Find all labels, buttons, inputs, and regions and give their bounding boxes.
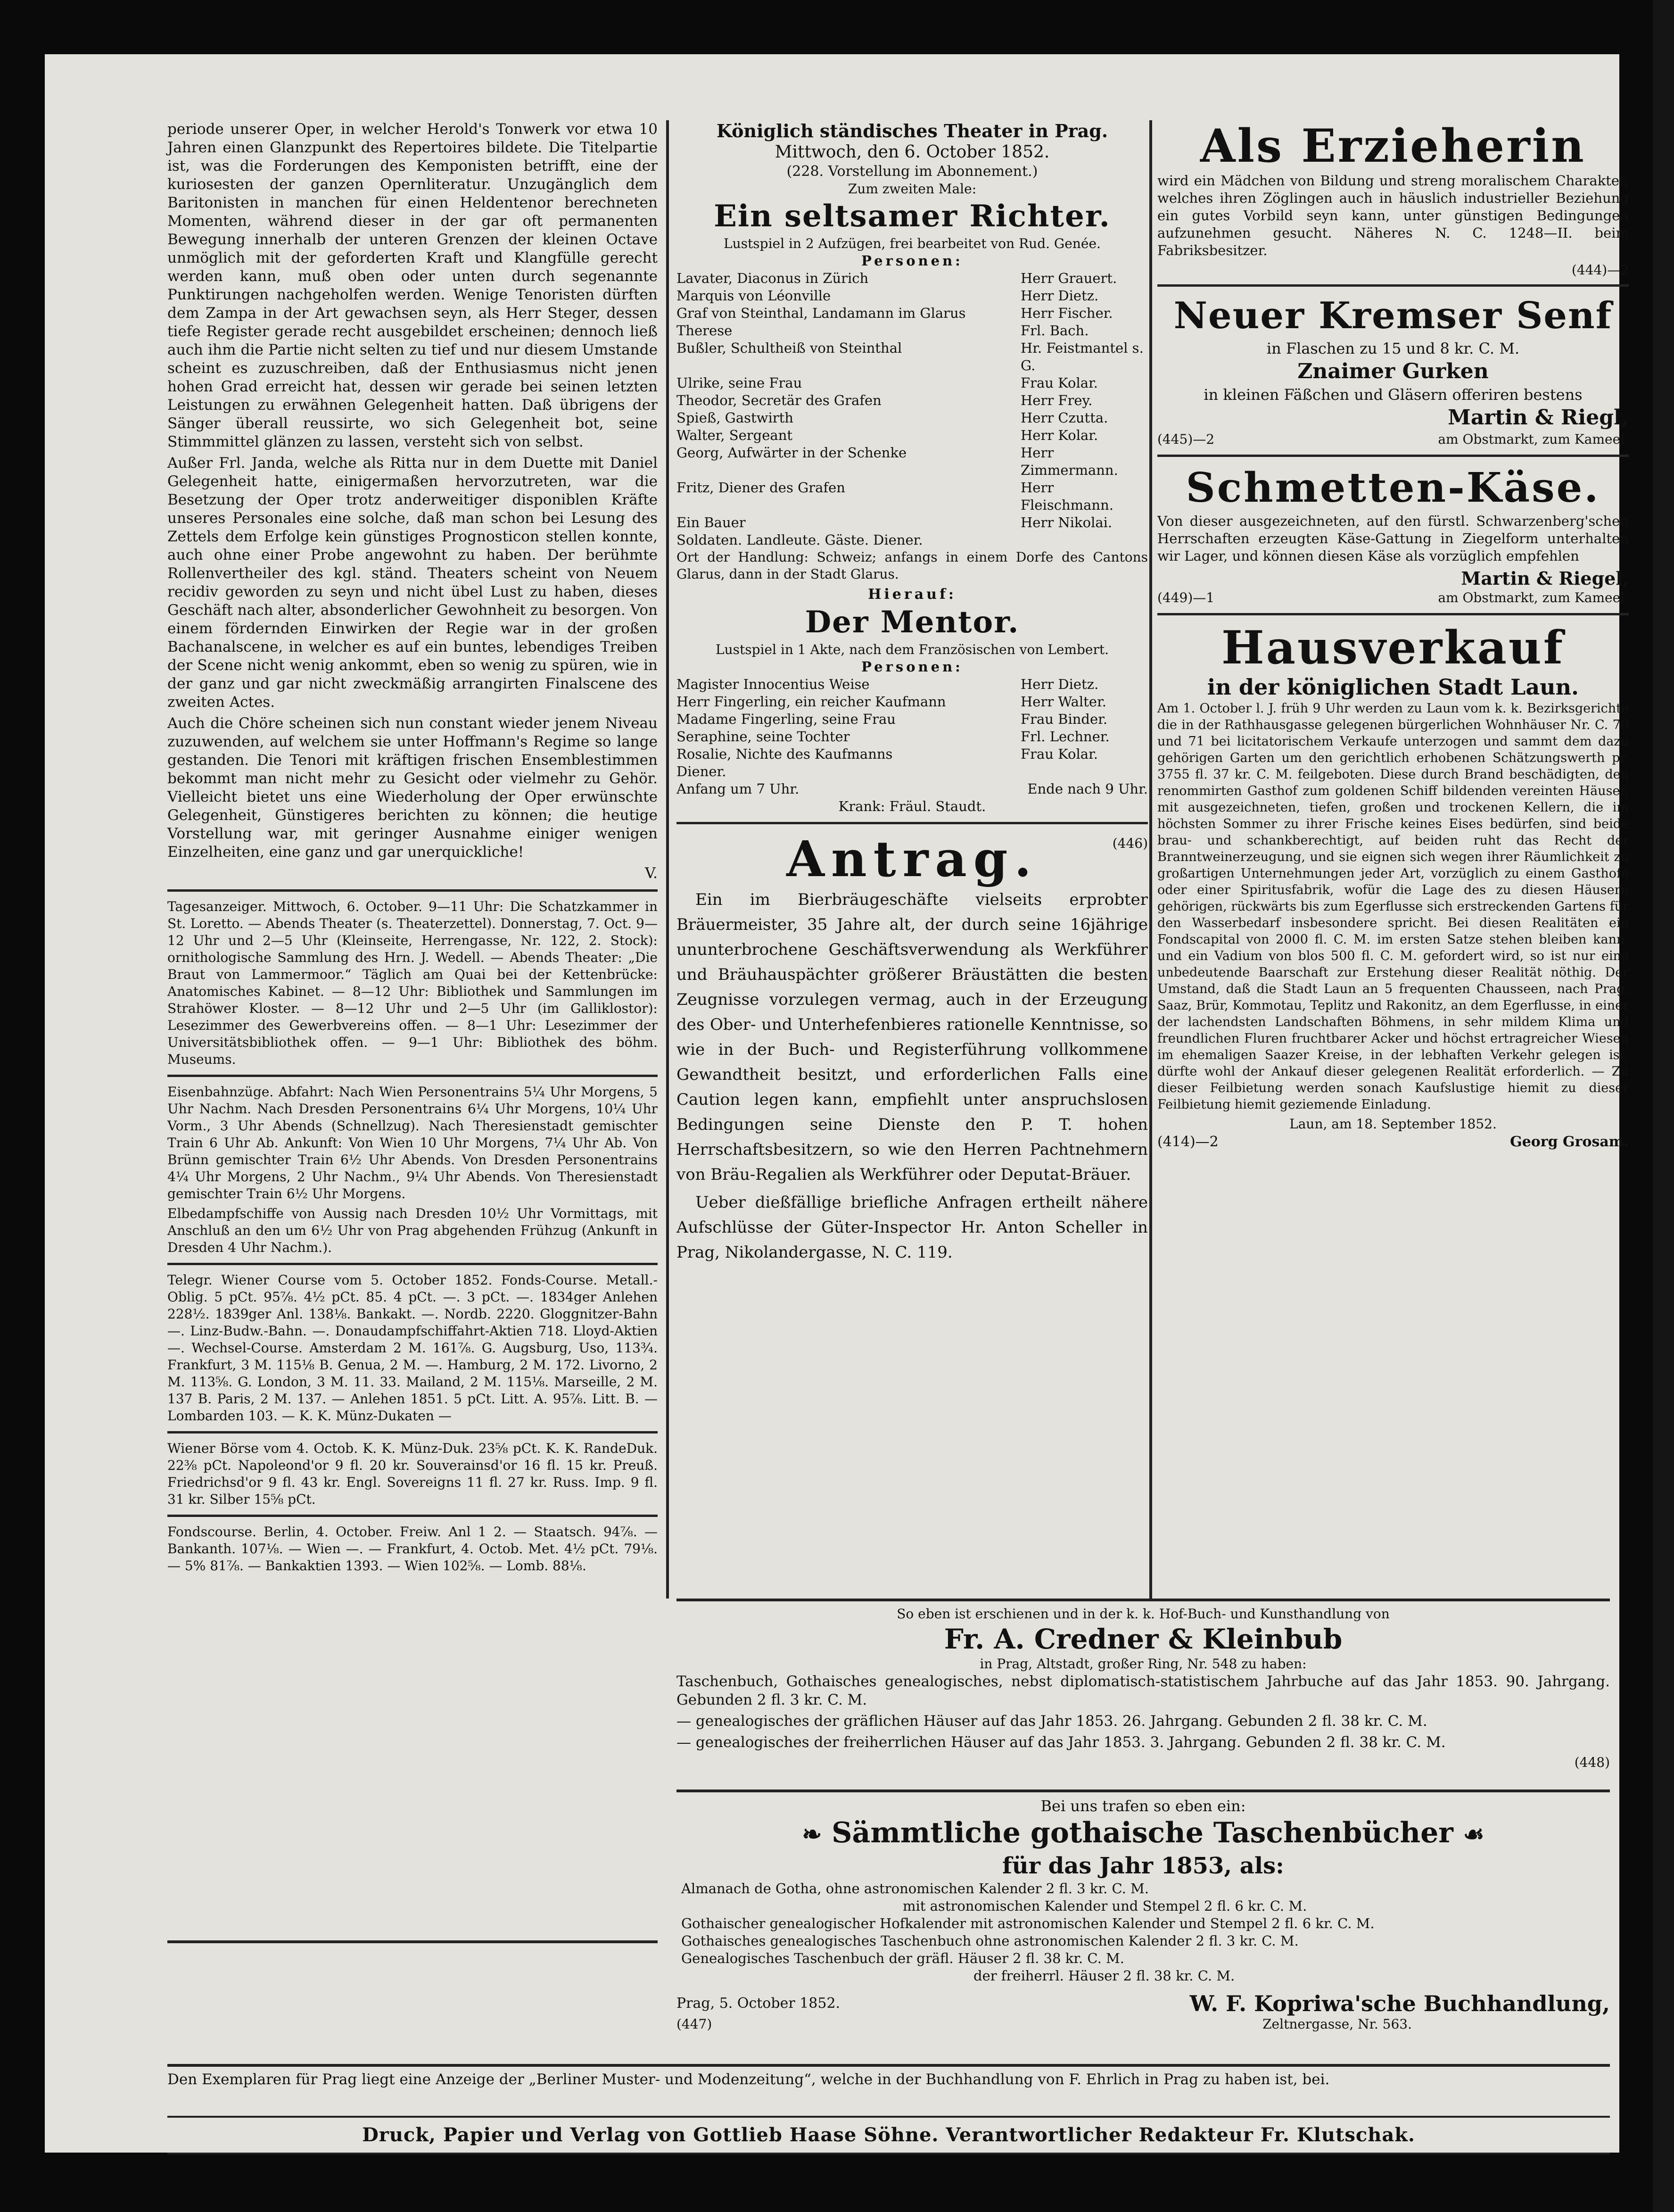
gurken-title: Znaimer Gurken xyxy=(1297,359,1489,383)
divider xyxy=(167,889,658,892)
gotha-firm: W. F. Kopriwa'sche Buchhandlung, xyxy=(1189,1991,1610,2016)
cast-extras-1: Soldaten. Landleute. Gäste. Diener. xyxy=(676,532,923,548)
cast-row: Graf von Steinthal, Landamann im Glarus Herr Fischer. xyxy=(676,305,1113,321)
credner-intro: So eben ist erschienen und in der k. k. Hof-Buch- und Kunsthandlung von xyxy=(897,1606,1390,1622)
cast-row: Lavater, Diaconus in Zürich Herr Grauert. xyxy=(676,270,1117,286)
haus-footer xyxy=(1157,1133,1629,1152)
fondscourse: Fondscourse. Berlin, 4. October. Freiw. Anl 1 2. — Staatsch. 94⅞. — Bankanth. 107⅛. — Wien —. — Frankfurt, 4. Octob. Met. 4½ pCt. 79⅛. — 5% 81⅞. — Bankaktien 1393. — Wien 102⅝. — Lomb. 88⅛. xyxy=(167,1524,658,1574)
antrag-number: (446) xyxy=(1112,836,1148,851)
cast-list-2 xyxy=(676,676,1148,763)
wiener-boerse: Wiener Börse vom 4. Octob. K. K. Münz-Duk. 23⅝ pCt. K. K. RandeDuk. 22⅜ pCt. Napoleond'or 9 fl. 20 kr. Souverainsd'or 16 fl. 15 kr. Preuß. Friedrichsd'or 9 fl. 43 kr. Engl. Sovereigns 11 fl. 27 kr. Russ. Imp. 9 fl. 31 kr. Silber 15⅝ pCt. xyxy=(167,1441,658,1507)
haus-number: (414)—2 xyxy=(1157,1134,1219,1150)
senf-line1: in Flaschen zu 15 und 8 kr. C. M. xyxy=(1266,340,1520,357)
column-rule-left xyxy=(666,120,669,1599)
gotha-subtitle: für das Jahr 1853, als: xyxy=(1002,1853,1284,1879)
review-paragraph: periode unserer Oper, in welcher Herold's Tonwerk vor etwa 10 Jahren einen Glanzpunkt des Repertoires bildete. Die Titelpartie ist, was die Forderungen des Kemponisten betrifft, eine der kuriosesten der ganzen Opernliteratur. Unzugänglich dem Baritonisten in manchen für einen Heldentenor berechneten Momenten, während dieser in der gar oft permanenten Bewegung innerhalb der unteren Grenzen der kleinen Octave unmöglich mit der geforderten Kraft und Klangfülle gerecht werden kann, muß oben oder unten durch segenannte Punktirungen nachgeholfen werden. Wenige Tenoristen dürften dem Zampa in der Art gewachsen seyn, als Herr Steger, dessen tiefe Register gerade recht ausgebildet erscheinen; dennoch ließ auch ihm die Partie nicht selten zu tief und nur diesem Umstande scheint es zuzuschreiben, daß der Enthusiasmus nicht jenen hohen Grad erreicht hat, dessen wir gerade bei seinen letzten Leistungen zu erwähnen Gelegenheit hatten. Daß übrigens der Sänger überall reussirte, wo sich Gelegenheit bot, seine Stimmmittel glänzen zu lassen, versteht sich von selbst. xyxy=(167,121,658,450)
credner-ad xyxy=(676,1606,1610,1785)
credner-number: (448) xyxy=(1574,1755,1610,1770)
divider xyxy=(167,1515,658,1517)
cast-row: Therese Frl. Bach. xyxy=(676,323,1089,339)
footer-notice: Den Exemplaren für Prag liegt eine Anzeige der „Berliner Muster- und Modenzeitung“, welche in der Buchhandlung von F. Ehrlich in Prag zu haben ist, bei. xyxy=(167,2071,1330,2088)
theater-times xyxy=(676,780,1148,798)
haus-text: Am 1. October l. J. früh 9 Uhr werden zu Laun vom k. k. Bezirksgerichte die in der Rathhausgasse gelegenen bürgerlichen Wohnhäuser Nr. C. 70 und 71 bei licitatorischem Verkaufe unterzogen und sammt dem dazu gehörigen Garten um den gerichtlich erhobenen Schätzungswerth pr. 3755 fl. 37 kr. C. M. feilgeboten. Diese durch Brand beschädigten, den renommirten Gasthof zum goldenen Schiff bildenden vereinten Häuser, mit ausgezeichneten, tiefen, großen und trockenen Kellern, die im höchsten Sommer zu ihrer Frische keines Eises bedürfen, sind beide brau- und schankberechtigt, auf beiden ruht das Recht der Branntweinerzeugung, und sie eignen sich wegen ihrer Räumlichkeit zu großartigen Unternehmungen jeder Art, vorzüglich zu einem Gasthofe oder einer Spiritusfabrik, wofür die Lage des zu diesen Häusern gehörigen, rückwärts bis zum Egerflusse sich erstreckenden Gartens für den Wasserbedarf insbesondere spricht. Bei diesen Realitäten ein Fondscapital von 2000 fl. C. M. im ersten Satze stehen bleiben kann, und ein Vadium von blos 500 fl. C. M. gefordert wird, so ist nur eine unbedeutende Baarschaft zur Erstehung dieser Realität nöthig. Der Umstand, daß die Stadt Laun an 5 frequenten Chausseen, nach Prag, Saaz, Brür, Kommotau, Teplitz und Rakonitz, an dem Egerflusse, in einer der lachendsten Landschaften Böhmens, in sehr mildem Klima und freundlichen Fluren fruchtbarer Acker und höchst ertragreicher Wiesen im ehemaligen Saazer Kreise, in der lebhaften Verkehr gelegen ist, dürfte wohl der Ankauf dieser gelegenen Realität erforderlich. — Zu dieser Feilbietung werden sonach Kaufslustige hiemit zu dieser Feilbietung hiemit geziemende Einladung. xyxy=(1157,701,1629,1112)
cast-row: Rosalie, Nichte des Kaufmanns Frau Kolar. xyxy=(676,746,1098,762)
cast-row: Spieß, Gastwirth Herr Czutta. xyxy=(676,410,1108,426)
play-title-1: Ein seltsamer Richter. xyxy=(714,199,1111,234)
cast-row: Fritz, Diener des Grafen Herr Fleischmann. xyxy=(676,480,1113,513)
rule-bottom xyxy=(167,2153,1610,2154)
antrag-ad xyxy=(676,831,1148,1265)
gotha-footer-2 xyxy=(676,2016,1610,2033)
gotha-place: Prag, 5. October 1852. xyxy=(676,1995,841,2012)
gotha-addr: Zeltnergasse, Nr. 563. xyxy=(1262,2016,1412,2032)
personen-heading: Personen: xyxy=(861,253,963,269)
gotha-footer xyxy=(676,1991,1610,2016)
divider xyxy=(167,1263,658,1265)
hierauf: Hierauf: xyxy=(868,586,957,603)
divider xyxy=(1157,284,1629,287)
theater-ort: Ort der Handlung: Schweiz; anfangs in einem Dorfe des Cantons Glarus, dann in der Stadt Glarus. xyxy=(676,549,1148,582)
column-rule-right xyxy=(1149,120,1152,1599)
gotha-intro: Bei uns trafen so eben ein: xyxy=(1040,1797,1246,1815)
cast-row: Magister Innocentius Weise Herr Dietz. xyxy=(676,676,1099,692)
credner-item: Taschenbuch, Gothaisches genealogisches, nebst diplomatisch-statistischem Jahrbuche auf das Jahr 1853. 90. Jahrgang. Gebunden 2 fl. 3 kr. C. M. xyxy=(676,1673,1610,1708)
kaese-text: Von dieser ausgezeichneten, auf den fürstl. Schwarzenberg'schen Herrschaften erzeugten Käse-Gattung in Ziegelform unterhalten wir Lager, und können diesen Käse als vorzüglich empfehlen xyxy=(1157,513,1629,564)
theater-header: Königlich ständisches Theater in Prag. xyxy=(716,120,1108,141)
gotha-item: Almanach de Gotha, ohne astronomischen Kalender 2 fl. 3 kr. C. M. xyxy=(681,1881,1149,1897)
kaese-firm: Martin & Riegel, xyxy=(1461,568,1629,589)
review-paragraph: Auch die Chöre scheinen sich nun constant wieder jenem Niveau zuzuwenden, auf welchem sie unter Hoffmann's Regime so lange gestanden. Die Tenori mit kräftigen frischen Ensemblestimmen bekommt man nicht mehr zu Gesicht oder vielmehr zu Gehör. Vielleicht bietet uns eine Wiederholung der Oper erwünschte Gelegenheit, Günstigeres berichten zu können; die heutige Vorstellung war, mit geringer Ausnahme einiger wenigen Einzelheiten, eine ganz und gar unerquickliche! xyxy=(167,715,658,861)
kaese-number: (449)—1 xyxy=(1157,590,1215,605)
credner-item: — genealogisches der gräflichen Häuser auf das Jahr 1853. 26. Jahrgang. Gebunden 2 fl. 38 kr. C. M. xyxy=(676,1713,1427,1730)
newspaper-page xyxy=(45,54,1629,2153)
cast-row: Madame Fingerling, seine Frau Frau Binder. xyxy=(676,711,1108,727)
antrag-text-2: Ueber dießfällige briefliche Anfragen ertheilt nähere Aufschlüsse der Güter-Inspector Hr. Anton Scheller in Prag, Nikolandergasse, N. C. 119. xyxy=(676,1193,1148,1262)
rule-footer-top xyxy=(167,1940,658,1943)
senf-number: (445)—2 xyxy=(1157,431,1215,447)
tagesanzeiger: Tagesanzeiger. Mittwoch, 6. October. 9—11 Uhr: Die Schatzkammer in St. Loretto. — Abends Theater (s. Theaterzettel). Donnerstag, 7. Oct. 9—12 Uhr und 2—5 Uhr (Kleinseite, Herrengasse, Nr. 122, 2. Stock): ornithologische Sammlung des Hrn. J. Wedell. — Abends Theater: „Die Braut von Lammermoor.“ Täglich am Quai bei der Kettenbrücke: Anatomisches Kabinet. — 8—12 Uhr: Bibliothek und Sammlungen im Strahöwer Kloster. — 8—12 Uhr und 2—5 Uhr (im Galliklostor): Lesezimmer des Gewerbvereins offen. — 8—1 Uhr: Lesezimmer der Universitätsbibliothek offen. — 9—1 Uhr: Bibliothek des böhm. Museums. xyxy=(167,899,658,1067)
senf-title: Neuer Kremser Senf xyxy=(1173,294,1613,337)
review-paragraph: Außer Frl. Janda, welche als Ritta nur in dem Duette mit Daniel Gelegenheit hatte, einigermaßen hervorzutreten, war die Besetzung der Oper trotz anderweitiger disponiblen Kräfte unseres Personales eine solche, daß man schon bei Lesung des Zettels dem Erfolge kein günstiges Prognosticon stellen konnte, auch ohne einer Probe angewohnt zu haben. Der berühmte Rollenvertheiler des kgl. ständ. Theaters scheint von Neuem recidiv geworden zu seyn und nicht übel Lust zu haben, dieses Geschäft nach alter, absonderlicher Gewohnheit zu besorgen. Von einem fördernden Einwirken der Regie war in der großen Bachanalscene, in welcher es auf ein buntes, lebendiges Treiben der Scene nicht wenig ankommt, eben so wenig zu spüren, wie in der ganz und gar nicht zweckmäßig arrangirten Finalscene des zweiten Actes. xyxy=(167,455,658,711)
rule-imprint xyxy=(167,2116,1610,2118)
rule-across-lower xyxy=(676,1599,1610,1601)
dampfschiffe: Elbedampfschiffe von Aussig nach Dresden 10½ Uhr Vormittags, mit Anschluß an den um 6½ Uhr von Prag abgehenden Frühzug (Ankunft in Dresden 4 Uhr Nachm.). xyxy=(167,1206,658,1255)
theater-anfang: Anfang um 7 Uhr. xyxy=(676,781,800,797)
rule-across-gotha xyxy=(676,1789,1610,1792)
senf-firm: Martin & Riegl, xyxy=(1448,406,1629,430)
kaese-title: Schmetten-Käse. xyxy=(1186,464,1600,512)
cast-list-1 xyxy=(676,270,1148,531)
kaese-footer xyxy=(1157,589,1629,606)
gotha-number: (447) xyxy=(676,2016,712,2032)
gotha-item: Gothaisches genealogisches Taschenbuch ohne astronomischen Kalender 2 fl. 3 kr. C. M. xyxy=(681,1933,1299,1949)
divider xyxy=(1157,455,1629,457)
personen-heading-2: Personen: xyxy=(861,659,963,675)
column-middle xyxy=(676,120,1148,1596)
credner-addr: in Prag, Altstadt, großer Ring, Nr. 548 zu haben: xyxy=(980,1656,1307,1672)
cast-row: Herr Fingerling, ein reicher Kaufmann Herr Walter. xyxy=(676,694,1106,710)
cast-row: Ein Bauer Herr Nikolai. xyxy=(676,514,1113,530)
haus-title: Hausverkauf xyxy=(1221,621,1565,674)
review-signature: V. xyxy=(645,865,658,882)
rule-footer xyxy=(167,2064,1610,2067)
ornament-left-icon: ❧ xyxy=(802,1820,822,1848)
play-subtitle-1: Lustspiel in 2 Aufzügen, frei bearbeitet von Rud. Genée. xyxy=(724,236,1101,251)
gotha-title: Sämmtliche gothaische Taschenbücher xyxy=(832,1816,1453,1849)
wiener-course: Telegr. Wiener Course vom 5. October 1852. Fonds-Course. Metall.-Oblig. 5 pCt. 95⅞. 4½ pCt. 85. 4 pCt. —. 3 pCt. —. 1834ger Anlehen 228½. 1839ger Anl. 138⅛. Bankakt. —. Nordb. 2220. Gloggnitzer-Bahn —. Linz-Budw.-Bahn. —. Donaudampfschiffahrt-Aktien 718. Lloyd-Aktien —. Wechsel-Course. Amsterdam 2 M. 161⅞. G. Augsburg, Uso, 113¾. Frankfurt, 3 M. 115⅛ B. Genua, 2 M. —. Hamburg, 2 M. 172. Livorno, 2 M. 113⅝. G. London, 3 M. 11. 33. Mailand, 2 M. 115⅛. Marseille, 2 M. 137 B. Paris, 2 M. 137. — Anlehen 1851. 5 pCt. Litt. A. 95⅞. Litt. B. — Lombarden 103. — K. K. Münz-Dukaten — xyxy=(167,1272,658,1424)
gotha-item: der freiherrl. Häuser 2 fl. 38 kr. C. M. xyxy=(973,1968,1235,1984)
divider xyxy=(167,1075,658,1077)
cast-row: Georg, Aufwärter in der Schenke Herr Zimmermann. xyxy=(676,445,1118,478)
divider xyxy=(167,1431,658,1433)
play-subtitle-2: Lustspiel in 1 Akte, nach dem Französischen von Lembert. xyxy=(715,642,1109,657)
imprint: Druck, Papier und Verlag von Gottlieb Haase Söhne. Verantwortlicher Redakteur Fr. Klutschak. xyxy=(362,2124,1415,2146)
credner-firm: Fr. A. Credner & Kleinbub xyxy=(944,1623,1343,1655)
column-right xyxy=(1157,120,1629,1596)
theater-krank: Krank: Fräul. Staudt. xyxy=(838,798,986,814)
column-left xyxy=(167,120,658,1940)
cast-row: Bußler, Schultheiß von Steinthal Hr. Feistmantel s. G. xyxy=(676,340,1144,373)
kaese-addr: am Obstmarkt, zum Kameel. xyxy=(1438,590,1629,605)
antrag-text: Ein im Bierbräugeschäfte vielseits erprobter Bräuermeister, 35 Jahre alt, der durch seine 16jährige ununterbrochene Geschäftsverwendung als Werkführer und Bräuhauspächter größerer Bräustätten die besten Zeugnisse vorzulegen vermag, auch in der Erzeugung des Ober- und Unterhefenbieres rationelle Kenntnisse, so wie in der Buch- und Registerführung vollkommene Gewandtheit besitzt, und erforderlichen Falls eine Caution legen kann, empfiehlt unter anspruchslosen Bedingungen seine Dienste den P. T. hohen Herrschaftsbesitzern, so wie den Herren Pachtnehmern von Bräu-Regalien als Werkführer oder Deputat-Bräuer. xyxy=(676,890,1148,1184)
divider xyxy=(676,822,1148,824)
theater-ende: Ende nach 9 Uhr. xyxy=(1027,781,1148,797)
ornament-right-icon: ☙ xyxy=(1463,1820,1484,1848)
gotha-ad xyxy=(676,1797,1610,2061)
gotha-item: Genealogisches Taschenbuch der gräfl. Häuser 2 fl. 38 kr. C. M. xyxy=(681,1950,1124,1966)
haus-subtitle: in der königlichen Stadt Laun. xyxy=(1207,674,1579,700)
senf-addr: am Obstmarkt, zum Kameel. xyxy=(1438,431,1629,447)
theater-zum: Zum zweiten Male: xyxy=(848,181,977,197)
gotha-title-row xyxy=(676,1815,1610,1852)
haus-sign: Georg Grosam. xyxy=(1510,1134,1629,1150)
haus-place: Laun, am 18. September 1852. xyxy=(1289,1116,1497,1132)
erzieherin-number: (444)—2 xyxy=(1571,262,1629,278)
erzieherin-text: wird ein Mädchen von Bildung und streng moralischem Charakter, welches ihren Zöglingen auch in häuslich industrieller Beziehung ein gutes Vorbild seyn kann, unter günstigen Bedingungen aufzunehmen gesucht. Näheres N. C. 1248—II. beim Fabriksbesitzer. xyxy=(1157,173,1629,258)
cast-row: Walter, Sergeant Herr Kolar. xyxy=(676,427,1098,443)
senf-footer xyxy=(1157,431,1629,448)
erzieherin-title: Als Erzieherin xyxy=(1200,119,1586,173)
play-title-2: Der Mentor. xyxy=(805,605,1020,640)
cast-row: Marquis von Léonville Herr Dietz. xyxy=(676,288,1099,304)
cast-row: Theodor, Secretär des Grafen Herr Frey. xyxy=(676,392,1093,408)
eisenbahn-zuege: Eisenbahnzüge. Abfahrt: Nach Wien Personentrains 5¼ Uhr Morgens, 5 Uhr Nachm. Nach Dresden Personentrains 6¼ Uhr Morgens, 10¼ Uhr Vorm., 3 Uhr Abends (Schnellzug). Nach Theresienstadt gemischter Train 6 Uhr Ab. Ankunft: Von Wien 10 Uhr Morgens, 7¼ Uhr Ab. Von Brünn gemischter Train 6½ Uhr Abends. Von Dresden Personentrains 4¼ Uhr Morgens, 2 Uhr Nachm., 9¼ Uhr Abends. Von Theresienstadt gemischter Train 6½ Uhr Morgens. xyxy=(167,1084,658,1201)
divider xyxy=(1157,613,1629,615)
senf-line2: in kleinen Fäßchen und Gläsern offeriren bestens xyxy=(1204,386,1583,404)
theater-date: Mittwoch, den 6. October 1852. xyxy=(775,142,1050,162)
cast-row: Ulrike, seine Frau Frau Kolar. xyxy=(676,375,1098,391)
theater-abonnement: (228. Vorstellung im Abonnement.) xyxy=(786,163,1038,180)
antrag-title: Antrag. xyxy=(786,830,1038,888)
gotha-item: Gothaischer genealogischer Hofkalender mit astronomischen Kalender und Stempel 2 fl. 6 kr. C. M. xyxy=(681,1915,1375,1931)
credner-item: — genealogisches der freiherrlichen Häuser auf das Jahr 1853. 3. Jahrgang. Gebunden 2 fl. 38 kr. C. M. xyxy=(676,1734,1446,1751)
cast-row: Seraphine, seine Tochter Frl. Lechner. xyxy=(676,729,1110,745)
cast-extras-2: Diener. xyxy=(676,763,726,779)
page-edge xyxy=(1653,0,1674,2212)
gotha-item: mit astronomischen Kalender und Stempel 2 fl. 6 kr. C. M. xyxy=(903,1898,1307,1914)
